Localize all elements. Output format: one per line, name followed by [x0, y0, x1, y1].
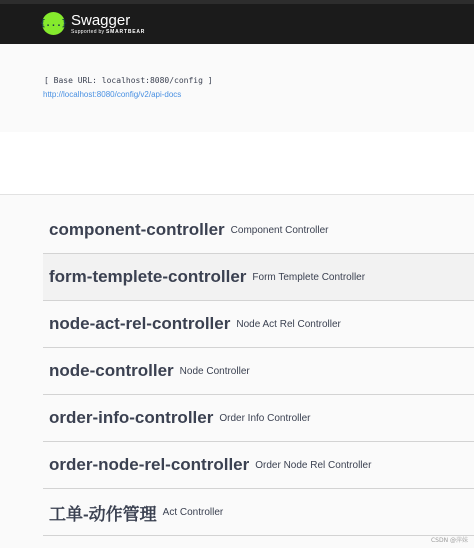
info-section: [0, 44, 474, 132]
tag-description: Node Act Rel Controller: [236, 318, 341, 330]
tag-name: node-controller: [49, 361, 174, 380]
tag-name: node-act-rel-controller: [49, 314, 231, 333]
tag-order-node-rel-controller[interactable]: [43, 442, 474, 489]
tag-form-templete-controller[interactable]: [43, 254, 474, 301]
tag-order-info-controller[interactable]: [43, 395, 474, 442]
tag-description: Order Info Controller: [219, 412, 311, 424]
watermark: CSDN @萍妹: [430, 537, 468, 544]
tag-description: Node Controller: [179, 365, 250, 377]
api-docs-link[interactable]: http://localhost:8080/config/v2/api-docs: [43, 90, 182, 99]
swagger-logo-icon: {...}: [42, 12, 65, 35]
tag-description: Order Node Rel Controller: [255, 459, 372, 471]
tag-name: component-controller: [49, 220, 225, 239]
tag-name: 工单-动作管理: [49, 504, 157, 524]
swagger-logo[interactable]: [39, 11, 146, 35]
tag-description: Act Controller: [162, 506, 224, 518]
top-bar: [0, 0, 474, 44]
tag-node-controller[interactable]: [43, 348, 474, 395]
base-url: [ Base URL: localhost:8080/config ]: [44, 76, 213, 85]
tag-list: [0, 195, 474, 548]
tag-node-act-rel-controller[interactable]: [43, 301, 474, 348]
tag-description: Component Controller: [230, 224, 329, 236]
tag-name: order-node-rel-controller: [49, 455, 250, 474]
logo-title: Swagger: [71, 11, 131, 29]
tag-act-controller[interactable]: [43, 489, 474, 536]
tag-name: order-info-controller: [49, 408, 214, 427]
tag-description: Form Templete Controller: [252, 271, 366, 283]
logo-subtitle: Supported by SMARTBEAR: [71, 28, 146, 35]
tag-component-controller[interactable]: [43, 207, 474, 254]
tag-name: form-templete-controller: [49, 267, 247, 286]
